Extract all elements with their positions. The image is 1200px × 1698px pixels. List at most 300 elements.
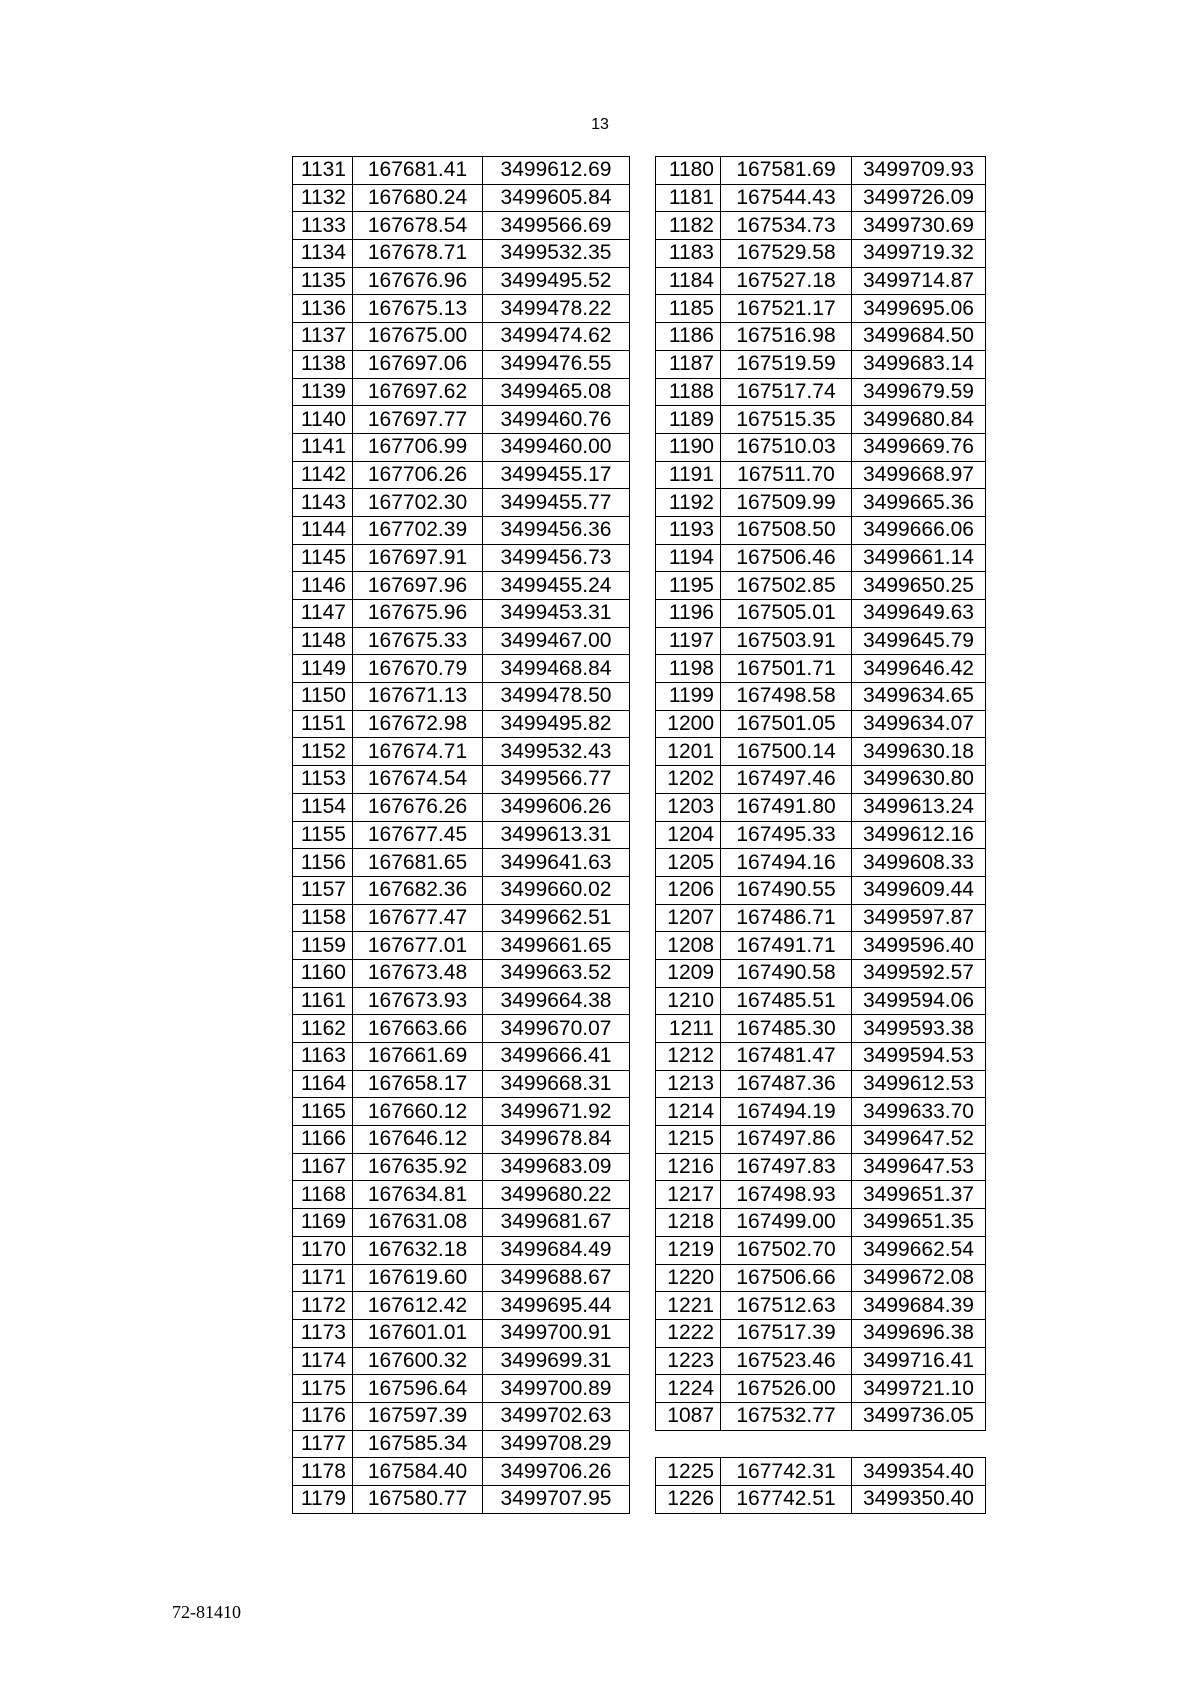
point-number-cell: 1154 [293,793,353,821]
table-row [293,295,630,323]
table-row [293,516,630,544]
table-row [293,655,630,683]
x-coordinate-cell: 167517.39 [721,1319,852,1347]
x-coordinate-cell: 167673.48 [353,959,483,987]
point-number-cell: 1180 [656,157,721,185]
point-number-cell: 1147 [293,600,353,628]
y-coordinate-cell: 3499695.06 [852,295,986,323]
point-number-cell: 1162 [293,1015,353,1043]
point-number-cell: 1225 [656,1458,721,1486]
y-coordinate-cell: 3499663.52 [483,959,630,987]
point-number-cell: 1160 [293,959,353,987]
y-coordinate-cell: 3499684.39 [852,1292,986,1320]
x-coordinate-cell: 167600.32 [353,1347,483,1375]
x-coordinate-cell: 167697.96 [353,572,483,600]
y-coordinate-cell: 3499700.89 [483,1375,630,1403]
point-number-cell: 1157 [293,876,353,904]
y-coordinate-cell: 3499708.29 [483,1430,630,1458]
table-row [656,157,986,185]
y-coordinate-cell: 3499474.62 [483,323,630,351]
table-row [293,212,630,240]
y-coordinate-cell: 3499721.10 [852,1375,986,1403]
x-coordinate-cell: 167516.98 [721,323,852,351]
point-number-cell: 1131 [293,157,353,185]
table-row [656,1292,986,1320]
y-coordinate-cell: 3499532.35 [483,240,630,268]
table-row [293,849,630,877]
y-coordinate-cell: 3499681.67 [483,1209,630,1237]
y-coordinate-cell: 3499702.63 [483,1402,630,1430]
x-coordinate-cell: 167601.01 [353,1319,483,1347]
x-coordinate-cell: 167490.58 [721,959,852,987]
point-number-cell: 1174 [293,1347,353,1375]
x-coordinate-cell: 167485.30 [721,1015,852,1043]
x-coordinate-cell: 167742.31 [721,1458,852,1486]
table-row [656,987,986,1015]
y-coordinate-cell: 3499532.43 [483,738,630,766]
table-row [293,932,630,960]
table-row [656,1264,986,1292]
x-coordinate-cell: 167675.96 [353,600,483,628]
table-row [293,1236,630,1264]
point-number-cell: 1136 [293,295,353,323]
table-row [656,766,986,794]
point-number-cell: 1209 [656,959,721,987]
x-coordinate-cell: 167491.71 [721,932,852,960]
point-number-cell: 1184 [656,267,721,295]
y-coordinate-cell: 3499726.09 [852,184,986,212]
table-row [656,1402,986,1430]
y-coordinate-cell: 3499645.79 [852,627,986,655]
point-number-cell: 1196 [656,600,721,628]
y-coordinate-cell: 3499606.26 [483,793,630,821]
y-coordinate-cell: 3499684.50 [852,323,986,351]
y-coordinate-cell: 3499651.37 [852,1181,986,1209]
x-coordinate-cell: 167497.86 [721,1126,852,1154]
x-coordinate-cell: 167494.19 [721,1098,852,1126]
x-coordinate-cell: 167497.83 [721,1153,852,1181]
y-coordinate-cell: 3499670.07 [483,1015,630,1043]
point-number-cell: 1164 [293,1070,353,1098]
x-coordinate-cell: 167682.36 [353,876,483,904]
x-coordinate-cell: 167681.41 [353,157,483,185]
x-coordinate-cell: 167534.73 [721,212,852,240]
y-coordinate-cell: 3499455.77 [483,489,630,517]
point-number-cell: 1219 [656,1236,721,1264]
point-number-cell: 1179 [293,1486,353,1514]
table-row [656,627,986,655]
point-number-cell: 1167 [293,1153,353,1181]
table-row [293,1043,630,1071]
y-coordinate-cell: 3499669.76 [852,433,986,461]
x-coordinate-cell: 167499.00 [721,1209,852,1237]
table-row [656,959,986,987]
x-coordinate-cell: 167742.51 [721,1486,852,1514]
point-number-cell: 1186 [656,323,721,351]
y-coordinate-cell: 3499664.38 [483,987,630,1015]
point-number-cell: 1176 [293,1402,353,1430]
table-row [656,1126,986,1154]
x-coordinate-cell: 167672.98 [353,710,483,738]
y-coordinate-cell: 3499455.17 [483,461,630,489]
point-number-cell: 1146 [293,572,353,600]
x-coordinate-cell: 167485.51 [721,987,852,1015]
x-coordinate-cell: 167500.14 [721,738,852,766]
x-coordinate-cell: 167527.18 [721,267,852,295]
table-row [656,655,986,683]
table-row [656,378,986,406]
y-coordinate-cell: 3499665.36 [852,489,986,517]
y-coordinate-cell: 3499350.40 [852,1486,986,1514]
x-coordinate-cell: 167581.69 [721,157,852,185]
y-coordinate-cell: 3499714.87 [852,267,986,295]
x-coordinate-cell: 167523.46 [721,1347,852,1375]
y-coordinate-cell: 3499456.36 [483,516,630,544]
x-coordinate-cell: 167660.12 [353,1098,483,1126]
point-number-cell: 1132 [293,184,353,212]
y-coordinate-cell: 3499467.00 [483,627,630,655]
y-coordinate-cell: 3499719.32 [852,240,986,268]
y-coordinate-cell: 3499736.05 [852,1402,986,1430]
table-row [656,932,986,960]
y-coordinate-cell: 3499661.14 [852,544,986,572]
x-coordinate-cell: 167675.00 [353,323,483,351]
y-coordinate-cell: 3499649.63 [852,600,986,628]
y-coordinate-cell: 3499680.84 [852,406,986,434]
point-number-cell: 1165 [293,1098,353,1126]
point-number-cell: 1181 [656,184,721,212]
x-coordinate-cell: 167495.33 [721,821,852,849]
x-coordinate-cell: 167481.47 [721,1043,852,1071]
table-row [656,1181,986,1209]
table-row [293,1458,630,1486]
x-coordinate-cell: 167486.71 [721,904,852,932]
y-coordinate-cell: 3499696.38 [852,1319,986,1347]
point-number-cell: 1178 [293,1458,353,1486]
y-coordinate-cell: 3499661.65 [483,932,630,960]
table-row [293,323,630,351]
y-coordinate-cell: 3499680.22 [483,1181,630,1209]
point-number-cell: 1158 [293,904,353,932]
point-number-cell: 1182 [656,212,721,240]
point-number-cell: 1171 [293,1264,353,1292]
table-row [656,489,986,517]
x-coordinate-cell: 167702.39 [353,516,483,544]
x-coordinate-cell: 167646.12 [353,1126,483,1154]
point-number-cell: 1145 [293,544,353,572]
table-row [656,1153,986,1181]
x-coordinate-cell: 167580.77 [353,1486,483,1514]
table-row [656,793,986,821]
table-row [656,600,986,628]
y-coordinate-cell: 3499688.67 [483,1264,630,1292]
x-coordinate-cell: 167673.93 [353,987,483,1015]
x-coordinate-cell: 167697.91 [353,544,483,572]
table-row [293,821,630,849]
table-row [293,1402,630,1430]
point-number-cell: 1155 [293,821,353,849]
y-coordinate-cell: 3499613.31 [483,821,630,849]
point-number-cell: 1143 [293,489,353,517]
table-row [293,350,630,378]
x-coordinate-cell: 167678.71 [353,240,483,268]
point-number-cell: 1200 [656,710,721,738]
y-coordinate-cell: 3499646.42 [852,655,986,683]
point-number-cell: 1152 [293,738,353,766]
point-number-cell: 1161 [293,987,353,1015]
y-coordinate-cell: 3499495.82 [483,710,630,738]
point-number-cell: 1189 [656,406,721,434]
table-row [656,516,986,544]
table-row [656,1458,986,1486]
y-coordinate-cell: 3499706.26 [483,1458,630,1486]
point-number-cell: 1206 [656,876,721,904]
point-number-cell: 1168 [293,1181,353,1209]
x-coordinate-cell: 167519.59 [721,350,852,378]
table-row [293,1015,630,1043]
point-number-cell: 1194 [656,544,721,572]
x-coordinate-cell: 167619.60 [353,1264,483,1292]
table-row [656,406,986,434]
table-row [293,433,630,461]
x-coordinate-cell: 167584.40 [353,1458,483,1486]
table-row [293,572,630,600]
x-coordinate-cell: 167706.99 [353,433,483,461]
y-coordinate-cell: 3499662.54 [852,1236,986,1264]
y-coordinate-cell: 3499612.53 [852,1070,986,1098]
point-number-cell: 1202 [656,766,721,794]
point-number-cell: 1172 [293,1292,353,1320]
y-coordinate-cell: 3499647.52 [852,1126,986,1154]
point-number-cell: 1170 [293,1236,353,1264]
table-row [293,1319,630,1347]
table-row [293,267,630,295]
table-row [656,683,986,711]
table-gap-cell [656,1430,986,1458]
x-coordinate-cell: 167635.92 [353,1153,483,1181]
y-coordinate-cell: 3499707.95 [483,1486,630,1514]
x-coordinate-cell: 167526.00 [721,1375,852,1403]
x-coordinate-cell: 167674.71 [353,738,483,766]
point-number-cell: 1163 [293,1043,353,1071]
y-coordinate-cell: 3499668.97 [852,461,986,489]
x-coordinate-cell: 167501.71 [721,655,852,683]
table-row [656,544,986,572]
point-number-cell: 1153 [293,766,353,794]
table-row [656,904,986,932]
table-row [656,876,986,904]
point-number-cell: 1177 [293,1430,353,1458]
table-row [293,683,630,711]
point-number-cell: 1187 [656,350,721,378]
point-number-cell: 1210 [656,987,721,1015]
y-coordinate-cell: 3499634.65 [852,683,986,711]
y-coordinate-cell: 3499709.93 [852,157,986,185]
point-number-cell: 1150 [293,683,353,711]
x-coordinate-cell: 167661.69 [353,1043,483,1071]
x-coordinate-cell: 167511.70 [721,461,852,489]
y-coordinate-cell: 3499597.87 [852,904,986,932]
point-number-cell: 1141 [293,433,353,461]
x-coordinate-cell: 167632.18 [353,1236,483,1264]
table-row [293,959,630,987]
point-number-cell: 1191 [656,461,721,489]
x-coordinate-cell: 167677.47 [353,904,483,932]
y-coordinate-cell: 3499566.69 [483,212,630,240]
point-number-cell: 1142 [293,461,353,489]
table-row [656,1375,986,1403]
point-number-cell: 1221 [656,1292,721,1320]
x-coordinate-cell: 167503.91 [721,627,852,655]
point-number-cell: 1087 [656,1402,721,1430]
point-number-cell: 1151 [293,710,353,738]
y-coordinate-cell: 3499460.00 [483,433,630,461]
x-coordinate-cell: 167697.77 [353,406,483,434]
point-number-cell: 1156 [293,849,353,877]
y-coordinate-cell: 3499566.77 [483,766,630,794]
x-coordinate-cell: 167532.77 [721,1402,852,1430]
table-row [656,738,986,766]
point-number-cell: 1149 [293,655,353,683]
table-row [656,212,986,240]
y-coordinate-cell: 3499468.84 [483,655,630,683]
x-coordinate-cell: 167675.33 [353,627,483,655]
table-row [293,987,630,1015]
document-footer-code: 72-81410 [172,1602,241,1622]
point-number-cell: 1218 [656,1209,721,1237]
x-coordinate-cell: 167515.35 [721,406,852,434]
table-row [293,240,630,268]
x-coordinate-cell: 167671.13 [353,683,483,711]
x-coordinate-cell: 167491.80 [721,793,852,821]
y-coordinate-cell: 3499651.35 [852,1209,986,1237]
table-row [656,350,986,378]
y-coordinate-cell: 3499671.92 [483,1098,630,1126]
coordinates-table-right [655,156,986,1514]
x-coordinate-cell: 167634.81 [353,1181,483,1209]
point-number-cell: 1188 [656,378,721,406]
x-coordinate-cell: 167494.16 [721,849,852,877]
point-number-cell: 1190 [656,433,721,461]
x-coordinate-cell: 167596.64 [353,1375,483,1403]
x-coordinate-cell: 167677.01 [353,932,483,960]
point-number-cell: 1192 [656,489,721,517]
y-coordinate-cell: 3499634.07 [852,710,986,738]
table-row [293,1486,630,1514]
point-number-cell: 1144 [293,516,353,544]
point-number-cell: 1204 [656,821,721,849]
x-coordinate-cell: 167702.30 [353,489,483,517]
point-number-cell: 1166 [293,1126,353,1154]
y-coordinate-cell: 3499476.55 [483,350,630,378]
y-coordinate-cell: 3499699.31 [483,1347,630,1375]
y-coordinate-cell: 3499594.06 [852,987,986,1015]
point-number-cell: 1224 [656,1375,721,1403]
point-number-cell: 1213 [656,1070,721,1098]
y-coordinate-cell: 3499592.57 [852,959,986,987]
table-row [656,1319,986,1347]
point-number-cell: 1183 [656,240,721,268]
x-coordinate-cell: 167697.62 [353,378,483,406]
y-coordinate-cell: 3499456.73 [483,544,630,572]
table-row [293,1153,630,1181]
y-coordinate-cell: 3499612.16 [852,821,986,849]
table-row [656,1486,986,1514]
y-coordinate-cell: 3499647.53 [852,1153,986,1181]
table-row [293,600,630,628]
table-row [656,323,986,351]
point-number-cell: 1215 [656,1126,721,1154]
table-row [656,1347,986,1375]
y-coordinate-cell: 3499650.25 [852,572,986,600]
x-coordinate-cell: 167501.05 [721,710,852,738]
x-coordinate-cell: 167506.66 [721,1264,852,1292]
x-coordinate-cell: 167677.45 [353,821,483,849]
table-row [293,461,630,489]
x-coordinate-cell: 167521.17 [721,295,852,323]
y-coordinate-cell: 3499609.44 [852,876,986,904]
point-number-cell: 1211 [656,1015,721,1043]
table-row [293,766,630,794]
y-coordinate-cell: 3499613.24 [852,793,986,821]
table-row [656,710,986,738]
y-coordinate-cell: 3499478.22 [483,295,630,323]
point-number-cell: 1135 [293,267,353,295]
table-row [656,1043,986,1071]
table-row [293,1430,630,1458]
x-coordinate-cell: 167681.65 [353,849,483,877]
y-coordinate-cell: 3499730.69 [852,212,986,240]
point-number-cell: 1203 [656,793,721,821]
table-row [293,627,630,655]
point-number-cell: 1197 [656,627,721,655]
table-row [293,710,630,738]
table-row [656,433,986,461]
table-row [293,793,630,821]
point-number-cell: 1205 [656,849,721,877]
table-row [293,1126,630,1154]
y-coordinate-cell: 3499683.09 [483,1153,630,1181]
x-coordinate-cell: 167506.46 [721,544,852,572]
y-coordinate-cell: 3499460.76 [483,406,630,434]
table-row [293,738,630,766]
point-number-cell: 1217 [656,1181,721,1209]
x-coordinate-cell: 167529.58 [721,240,852,268]
y-coordinate-cell: 3499630.18 [852,738,986,766]
table-row [656,1236,986,1264]
x-coordinate-cell: 167663.66 [353,1015,483,1043]
table-row [656,849,986,877]
y-coordinate-cell: 3499594.53 [852,1043,986,1071]
point-number-cell: 1207 [656,904,721,932]
point-number-cell: 1134 [293,240,353,268]
point-number-cell: 1139 [293,378,353,406]
y-coordinate-cell: 3499660.02 [483,876,630,904]
point-number-cell: 1140 [293,406,353,434]
point-number-cell: 1159 [293,932,353,960]
table-row [293,406,630,434]
table-row [293,1181,630,1209]
point-number-cell: 1216 [656,1153,721,1181]
x-coordinate-cell: 167585.34 [353,1430,483,1458]
point-number-cell: 1199 [656,683,721,711]
point-number-cell: 1212 [656,1043,721,1071]
table-row [656,295,986,323]
y-coordinate-cell: 3499612.69 [483,157,630,185]
table-row [656,184,986,212]
x-coordinate-cell: 167490.55 [721,876,852,904]
x-coordinate-cell: 167670.79 [353,655,483,683]
